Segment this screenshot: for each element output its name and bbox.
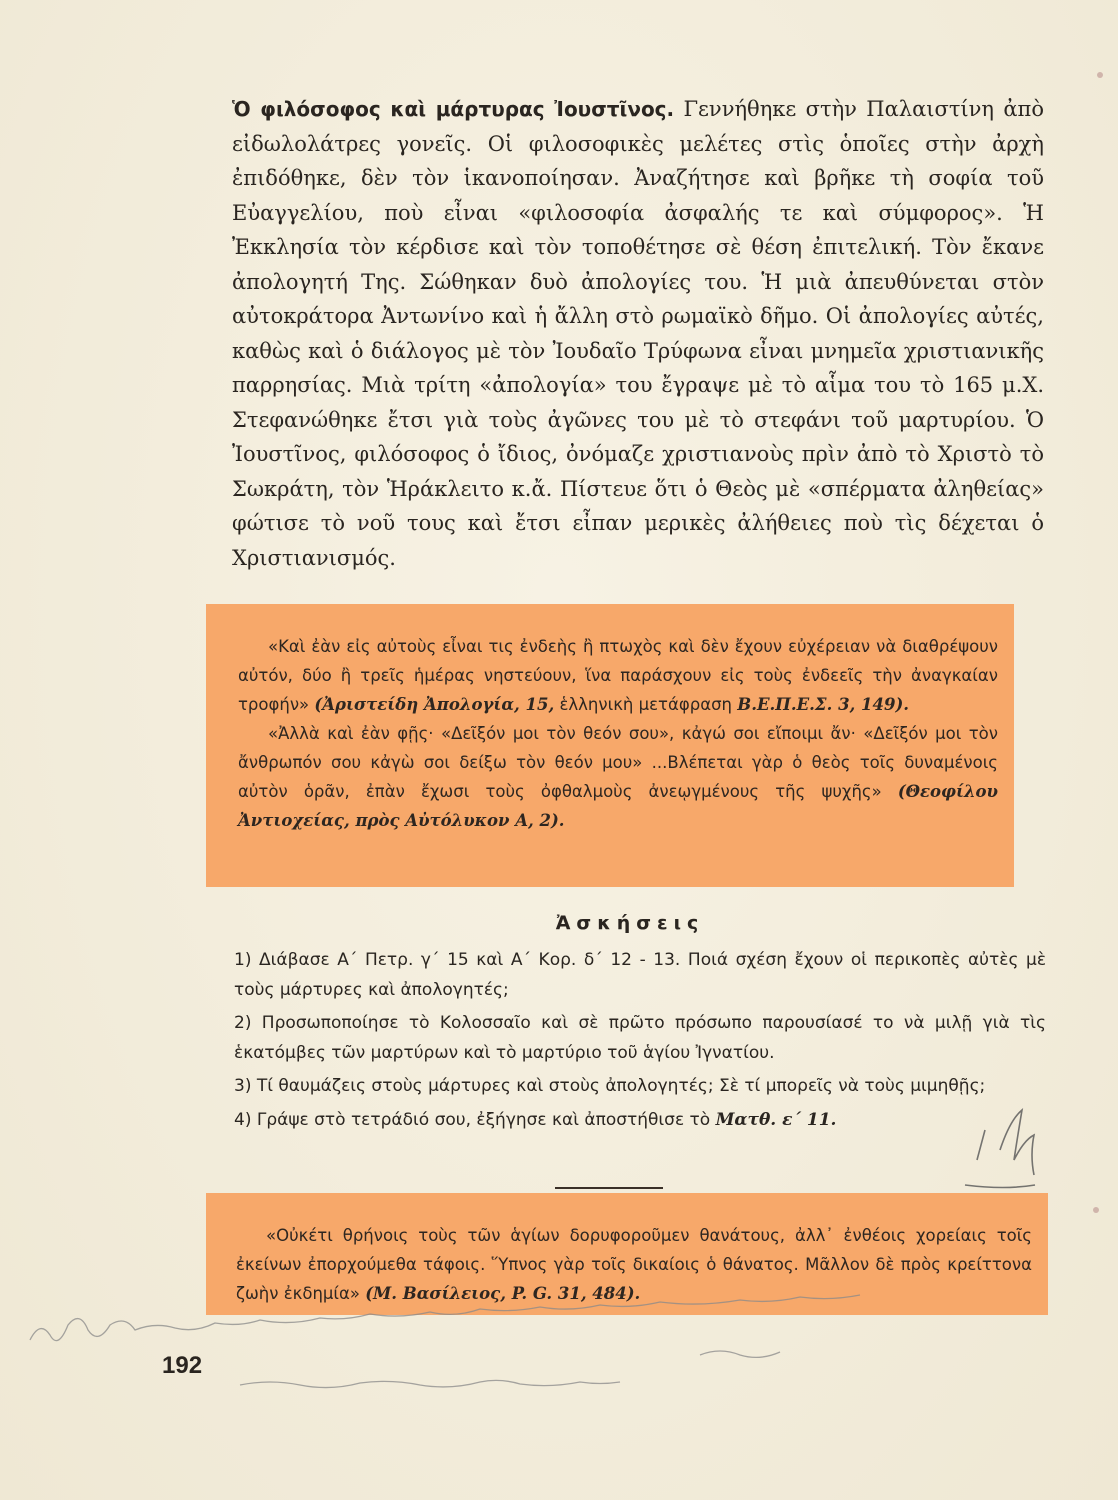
page-number: 192 [162,1352,203,1379]
quote-box-basil [206,1193,1048,1315]
quote-basil-paragraph: «Οὐκέτι θρήνοις τοὺς τῶν ἁγίων δορυφοροῦμεν θανάτους, ἀλλ᾽ ἐνθέοις χορείαις τοῖς ἐκείνων ἐπορχούμεθα τάφοις. Ὕπνος γὰρ τοῖς δικαίοις ὁ θάνατος. Μᾶλλον δὲ πρὸς κρείττονα ζωὴν ἐκδημία» (Μ. Βασίλειος, P. G. 31, 484). [236,1226,1032,1303]
main-paragraph [232,92,1044,575]
scripture-reference: Ματθ. ε΄ 11. [715,1109,837,1130]
citation-basil: (Μ. Βασίλειος, P. G. 31, 484). [365,1284,641,1303]
citation-theophilus: (Θεοφίλου Ἀντιοχείας, πρὸς Αὐτόλυκον Α, 2). [238,782,998,830]
exercises-list [234,946,1046,1139]
citation-aristides: (Ἀριστείδη Ἀπολογία, 15, [314,695,555,714]
divider-rule [555,1187,663,1189]
section-title: Ὁ φιλόσοφος καὶ μάρτυρας Ἰουστῖνος. [232,97,675,121]
quote-paragraph-1: «Καὶ ἐὰν εἰς αὐτοὺς εἶναι τις ἐνδεὴς ἢ πτωχὸς καὶ δὲν ἔχουν εὐχέρειαν νὰ διαθρέψουν αὐτόν, δύο ἢ τρεῖς ἡμέρας νηστεύουν, ἵνα παράσχουν εἰς τοὺς ἐνδεεῖς τὴν ἀναγκαίαν τροφήν» (Ἀριστείδη Ἀπολογία, 15, ἑλληνικὴ μετάφραση Β.Ε.Π.Ε.Σ. 3, 149). [238,637,998,714]
exercise-item: 1) Διάβασε Α΄ Πετρ. γ΄ 15 καὶ Α΄ Κορ. δ΄ 12 - 13. Ποιά σχέση ἔχουν οἱ περικοπὲς αὐτὲς μὲ τοὺς μάρτυρες καὶ ἀπολογητές; [234,950,1047,1000]
quote-paragraph-2: «Ἀλλὰ καὶ ἐὰν φῇς· «Δεῖξόν μοι τὸν θεόν σου», κἀγώ σοι εἴποιμι ἄν· «Δεῖξόν μοι τὸν ἄνθρωπόν σου κἀγὼ σοι δείξω τὸν θεόν μου» ...Βλέπεται γὰρ ὁ θεὸς τοῖς δυναμένοις αὐτὸν ὁρᾶν, ἐπὰν ἔχωσι τοὺς ὀφθαλμοὺς ἀνεῳγμένους τῆς ψυχῆς» (Θεοφίλου Ἀντιοχείας, πρὸς Αὐτόλυκον Α, 2). [238,724,998,830]
exercise-item: 2) Προσωποποίησε τὸ Κολοσσαῖο καὶ σὲ πρῶτο πρόσωπο παρουσίασέ το νὰ μιλῇ γιὰ τὶς ἑκατόμβες τῶν μαρτύρων καὶ τὸ μαρτύριο τοῦ ἁγίου Ἰγνατίου. [234,1013,1046,1063]
exercises-heading: Ἀσκήσεις [555,912,705,934]
exercise-item: 3) Τί θαυμάζεις στοὺς μάρτυρες καὶ στοὺς ἀπολογητές; Σὲ τί μπορεῖς νὰ τοὺς μιμηθῇς; [234,1076,986,1096]
citation-bepes: Β.Ε.Π.Ε.Σ. 3, 149). [737,695,910,714]
exercise-item: 4) Γράψε στὸ τετράδιό σου, ἐξήγησε καὶ ἀποστήθισε τὸ Ματθ. ε΄ 11. [234,1109,837,1130]
main-body-text: Γεννήθηκε στὴν Παλαιστίνη ἀπὸ εἰδωλολάτρες γονεῖς. Οἱ φιλοσοφικὲς μελέτες στὶς ὁποῖες στὴν ἀρχὴ ἐπιδόθηκε, δὲν τὸν ἱκανοποίησαν. Ἀναζήτησε καὶ βρῆκε τὴ σοφία τοῦ Εὐαγγελίου, ποὺ εἶναι «φιλοσοφία ἀσφαλής τε καὶ σύμφορος». Ἡ Ἐκκλησία τὸν κέρδισε καὶ τὸν τοποθέτησε σὲ θέση ἐπιτελική. Τὸν ἔκανε ἀπολογητή Της. Σώθηκαν δυὸ ἀπολογίες του. Ἡ μιὰ ἀπευθύνεται στὸν αὐτοκράτορα Ἀντωνίνο καὶ ἡ ἄλλη στὸ ρωμαϊκὸ δῆμο. Οἱ ἀπολογίες αὐτές, καθὼς καὶ ὁ διάλογος μὲ τὸν Ἰουδαῖο Τρύφωνα εἶναι μνημεῖα χριστιανικῆς παρρησίας. Μιὰ τρίτη «ἀπολογία» του ἔγραψε μὲ τὸ αἷμα του τὸ 165 μ.Χ. Στεφανώθηκε ἔτσι γιὰ τοὺς ἀγῶνες του μὲ τὸ στεφάνι τοῦ μαρτυρίου. Ὁ Ἰουστῖνος, φιλόσοφος ὁ ἴδιος, ὀνόμαζε χριστιανοὺς πρὶν ἀπὸ τὸ Χριστὸ τὸ Σωκράτη, τὸν Ἡράκλειτο κ.ἄ. Πίστευε ὅτι ὁ Θεὸς μὲ «σπέρματα ἀληθείας» φώτισε τὸ νοῦ τους καὶ ἔτσι εἶπαν μερικὲς ἀλήθειες ποὺ τὶς δέχεται ὁ Χριστιανισμός. [232,97,1044,570]
quote-box-aristides-theophilus [206,604,1014,887]
